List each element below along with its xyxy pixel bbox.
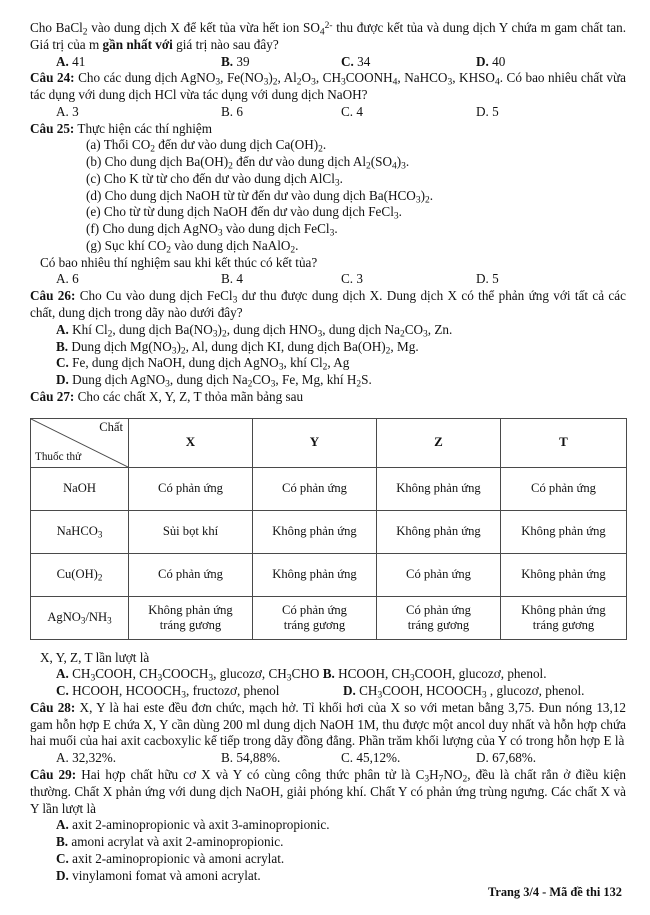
sub: 4: [392, 77, 398, 88]
option-b[interactable]: B. 54,88%.: [221, 750, 281, 766]
question-26-option-c[interactable]: [30, 355, 626, 372]
option-c-text: axit 2-aminopropionic và amoni acrylat.: [68, 850, 285, 866]
question-26-option-d[interactable]: [30, 372, 626, 389]
t: COOH, glucozơ, phenol.: [414, 666, 547, 682]
question-25-prompt: Có bao nhiêu thí nghiệm sau khi kết thúc có kết tủa?: [40, 254, 318, 270]
q24-text-d: , CH: [315, 70, 341, 86]
sub: 7: [438, 774, 444, 785]
sub: 3: [409, 673, 415, 684]
t: Fe, dung dịch NaOH, dung dịch AgNO: [68, 355, 279, 371]
sub: 3: [393, 211, 399, 222]
option-d-text: vinylamoni fomat và amoni acrylat.: [68, 867, 261, 883]
comparison-table-wrapper: [30, 418, 626, 640]
cell: Có phản ứng: [253, 467, 377, 510]
option-d[interactable]: D. 5: [476, 271, 499, 287]
q29-text-d: , đều là chất rắn ở điều kiện thường. Chất X phản ứng với dung dịch NaOH, giải phóng khí. Chất Y có phản ứng trùng ngưng. Các chất X và Y lần lượt là: [30, 766, 627, 816]
table-row: [31, 553, 627, 596]
question-24-options: [30, 104, 626, 121]
q23-text-a: Cho BaCl: [30, 20, 83, 35]
question-25-options: [30, 271, 626, 288]
q25-text: Thực hiện các thí nghiệm: [74, 120, 212, 136]
cell-line-2: tráng gương: [407, 617, 470, 632]
experiment-item-b: [30, 154, 626, 171]
exp-g-rest: vào dung dịch NaAlO: [170, 237, 291, 253]
question-27: [30, 389, 626, 406]
sub: 3: [217, 228, 223, 239]
exp-d-end: .: [429, 187, 434, 203]
sub: 2: [385, 345, 391, 356]
sub: 3: [447, 77, 453, 88]
row-header-naoh: [31, 467, 129, 510]
reagent-name: Cu(OH): [56, 566, 98, 581]
sub: 2: [290, 245, 296, 256]
t: CO: [404, 321, 424, 337]
sub: 3: [401, 161, 406, 172]
experiment-item-a: [30, 137, 626, 154]
exp-f-rest: vào dung dịch FeCl: [222, 221, 330, 237]
option-c-label: C.: [56, 850, 69, 866]
reagent-name: NaOH: [63, 480, 96, 495]
option-c[interactable]: C. 4: [341, 103, 363, 119]
cell: Không phản ứng: [253, 553, 377, 596]
column-header-y: Y: [253, 418, 377, 467]
option-a-label: A.: [56, 321, 69, 337]
q24-text-h: . Có bao nhiêu chất vừa tác dụng với dung dịch HCl vừa tác dụng với dung dịch NaOH?: [30, 70, 626, 103]
q24-text-a: Cho các dung dịch AgNO: [74, 70, 216, 86]
sub: 2: [322, 362, 328, 373]
t: CH: [355, 683, 378, 699]
sub: 3: [97, 528, 103, 539]
exp-g-end: .: [295, 237, 299, 253]
exp-a-rest: đến dư vào dung dịch Ca(OH): [154, 137, 319, 153]
t: , fructozơ, phenol: [186, 683, 280, 699]
sub: 3: [157, 673, 163, 684]
sub: 3: [90, 673, 96, 684]
sub: 2: [272, 77, 278, 88]
q24-text-c: , Al: [277, 70, 297, 86]
exp-b-end: .: [405, 154, 410, 170]
question-26-option-a[interactable]: [30, 322, 626, 339]
q23-text-d: giá trị nào sau đây?: [172, 36, 279, 52]
t: HCOOH, HCOOCH: [68, 683, 182, 699]
question-27-options-ab: [30, 666, 626, 683]
option-c[interactable]: C. 45,12%.: [341, 750, 401, 766]
exp-e-end: .: [398, 204, 402, 220]
question-27-label: Câu 27:: [30, 388, 75, 404]
corner-label-reagent: Thuốc thử: [35, 451, 82, 464]
option-b[interactable]: B. 4: [221, 271, 243, 287]
sub: 2: [366, 161, 371, 172]
cell-line-1: Không phản ứng: [148, 602, 233, 617]
exp-d-head: (d) Cho dung dịch NaOH từ từ đến dư vào dung dịch Ba(HCO: [86, 187, 416, 203]
sub: 3: [107, 614, 112, 625]
row-header-nahco3: [31, 510, 129, 553]
q29-text-b: H: [429, 766, 439, 782]
sub: 4: [392, 161, 397, 172]
q23-text-c: thu được kết tủa và dung dịch Y chứa m gam chất tan. Giá trị của m: [30, 20, 627, 52]
q24-text-f: , NaHCO: [397, 70, 448, 86]
question-26-option-b[interactable]: [30, 339, 626, 356]
sub: 2: [107, 329, 113, 340]
row-header-cuoh2: [31, 553, 129, 596]
reagent-name: NaHCO: [56, 523, 98, 538]
cell: [501, 596, 627, 639]
sub: 2: [97, 571, 103, 582]
exp-b-mid2: ): [396, 154, 402, 170]
option-b-label[interactable]: B.: [322, 666, 335, 682]
question-23-options: [30, 54, 626, 71]
t: ): [217, 321, 222, 337]
sub: 3: [334, 178, 340, 189]
exp-f-head: (f) Cho dung dịch AgNO: [86, 221, 218, 237]
sub: 2: [296, 77, 302, 88]
t: CH: [68, 666, 91, 682]
option-c-label: C.: [56, 683, 69, 699]
row-header-agno3-nh3: [31, 596, 129, 639]
experiment-item-c: [30, 171, 626, 188]
option-b-text: amoni acrylat và axit 2-aminopropionic.: [68, 834, 284, 850]
sub: 2: [166, 245, 171, 256]
t: COOCH: [162, 666, 209, 682]
sub: 2: [247, 379, 253, 390]
q26-text-a: Cho Cu vào dung dịch FeCl: [75, 288, 233, 304]
question-29-option-b[interactable]: [30, 834, 626, 851]
t: , Zn.: [427, 321, 453, 337]
table-row: [31, 467, 627, 510]
option-d-label: D.: [56, 867, 69, 883]
q28-text: X, Y là hai este đều đơn chức, mạch hở. Tỉ khối hơi của X so với metan bằng 3,75. Đun nóng 13,12 gam hỗn hợp E chứa X, Y cần dùng 200 ml dung dịch NaOH 1M, thu được một ancol duy nhất và hỗn hợp chứa hai muối của hai axit cacboxylic kế tiếp trong dãy đồng đẳng. Phần trăm khối lượng của Y có trong hỗn hợp E là: [30, 699, 627, 749]
cell: Có phản ứng: [129, 467, 253, 510]
t: HCOOH, CH: [334, 666, 410, 682]
q29-text-a: Hai hợp chất hữu cơ X và Y có cùng công thức phân tử là C: [76, 766, 425, 782]
question-26-label: Câu 26:: [30, 288, 76, 304]
sub: 2: [180, 345, 186, 356]
question-29-option-c[interactable]: [30, 851, 626, 868]
exp-a-end: .: [322, 137, 327, 153]
q24-text-e: COONH: [345, 70, 393, 86]
sub: 2: [221, 329, 227, 340]
t: , dung dịch HNO: [226, 321, 318, 337]
t: , dung dịch Ba(NO: [112, 321, 213, 337]
t: , dung dịch Na: [169, 372, 248, 388]
experiment-item-e: [30, 204, 626, 221]
option-a[interactable]: A. 3: [56, 103, 79, 119]
sub: 3: [341, 77, 346, 88]
cell: Có phản ứng: [501, 467, 627, 510]
t: CHO: [291, 666, 320, 682]
question-28-label: Câu 28:: [30, 699, 76, 715]
exp-c-end: .: [339, 170, 343, 186]
sub: 4: [494, 77, 500, 88]
option-a[interactable]: A. 6: [56, 271, 79, 287]
sub: 3: [263, 77, 269, 88]
sub: 2: [462, 774, 468, 785]
sub: 3: [80, 614, 86, 625]
cell: [129, 596, 253, 639]
option-a-label[interactable]: A.: [56, 666, 69, 682]
option-b-label: B.: [56, 338, 69, 354]
t: , glucozơ, CH: [213, 666, 287, 682]
option-c-label: C.: [56, 355, 69, 371]
exp-e-head: (e) Cho từ từ dung dịch NaOH đến dư vào dung dịch FeCl: [86, 204, 394, 220]
sub: 3: [181, 690, 187, 701]
sub: 3: [212, 329, 218, 340]
question-27-option-c[interactable]: [56, 683, 343, 700]
sub: 3: [171, 345, 177, 356]
cell: Không phản ứng: [501, 510, 627, 553]
sub: 2: [150, 144, 155, 155]
option-b[interactable]: B. 6: [221, 103, 243, 119]
comparison-table: [30, 418, 627, 640]
t: , Fe, Mg, khí H: [275, 372, 357, 388]
question-24-label: Câu 24:: [30, 70, 75, 86]
cell: Có phản ứng: [129, 553, 253, 596]
experiment-item-g: [30, 238, 626, 255]
cell-line-1: Có phản ứng: [406, 602, 471, 617]
column-header-t: T: [501, 418, 627, 467]
t: , khí Cl: [283, 355, 323, 371]
cell: [377, 596, 501, 639]
q23-sub-cl: 2: [82, 27, 88, 38]
cell-line-2: tráng gương: [283, 617, 346, 632]
option-a-text: axit 2-aminopropionic và axit 3-aminopropionic.: [68, 817, 330, 833]
q23-sup-charge: 2-: [324, 21, 333, 32]
question-27-prompt: X, Y, Z, T lần lượt là: [40, 649, 150, 665]
sub: 3: [415, 195, 421, 206]
sub: 2: [356, 379, 362, 390]
sub: 3: [423, 329, 428, 340]
question-25-label: Câu 25:: [30, 120, 75, 136]
sub: 3: [270, 379, 276, 390]
t: COOH, CH: [95, 666, 158, 682]
t: Khí Cl: [68, 321, 108, 337]
experiment-item-f: [30, 221, 626, 238]
reagent-name-2: /NH: [85, 609, 108, 624]
q27-text: Cho các chất X, Y, Z, T thỏa mãn bảng sau: [74, 388, 304, 404]
table-row: [31, 510, 627, 553]
t: , Ag: [327, 355, 350, 371]
cell: [253, 596, 377, 639]
option-d[interactable]: D. 67,68%.: [476, 750, 537, 766]
option-a[interactable]: A. 41: [56, 53, 86, 69]
cell: Không phản ứng: [501, 553, 627, 596]
question-27-options-cd: [30, 683, 626, 700]
question-26: [30, 288, 626, 322]
exp-f-end: .: [334, 221, 338, 237]
option-a-label: A.: [56, 817, 69, 833]
exp-d-mid: ): [420, 187, 425, 203]
cell: Không phản ứng: [377, 467, 501, 510]
option-b[interactable]: B. 39: [221, 53, 250, 69]
exp-b-head: (b) Cho dung dịch Ba(OH): [86, 154, 229, 170]
exam-page: [30, 20, 626, 884]
q24-text-b: , Fe(NO: [220, 70, 264, 86]
sub: 3: [286, 673, 292, 684]
sub: 3: [165, 379, 170, 390]
question-28: [30, 700, 626, 750]
cell-line-2: tráng gương: [532, 617, 595, 632]
t: COOH, HCOOCH: [382, 683, 482, 699]
exp-g-head: (g) Sục khí CO: [86, 237, 167, 253]
sub: 3: [215, 77, 221, 88]
question-24: [30, 70, 626, 104]
option-c[interactable]: C. 34: [341, 53, 371, 69]
paren: ): [268, 70, 273, 86]
table-corner-cell: [31, 418, 129, 467]
sub: 3: [208, 673, 214, 684]
question-27-option-d[interactable]: [343, 683, 626, 700]
t: , dung dịch Na: [322, 321, 400, 337]
q23-sub-so4: 4: [319, 27, 325, 38]
experiment-item-d: [30, 188, 626, 205]
option-d-label: D.: [56, 372, 69, 388]
elem: O: [301, 70, 312, 86]
sub: 2: [425, 195, 430, 206]
t: S.: [361, 372, 372, 388]
option-d-label: D.: [343, 683, 356, 699]
sub: 2: [318, 144, 323, 155]
sub: 3: [232, 295, 238, 306]
question-29-label: Câu 29:: [30, 766, 77, 782]
sub: 3: [329, 228, 335, 239]
table-row: [31, 596, 627, 639]
question-29-option-a[interactable]: [30, 817, 626, 834]
reagent-name: AgNO: [47, 609, 81, 624]
option-b-label: B.: [56, 834, 69, 850]
sub: 3: [424, 774, 430, 785]
sub: 2: [399, 329, 405, 340]
table-header-row: [31, 418, 627, 467]
question-28-options: [30, 750, 626, 767]
question-23-continuation: [30, 20, 626, 54]
sub: 3: [311, 77, 316, 88]
cell: Không phản ứng: [377, 510, 501, 553]
t: ): [176, 338, 181, 354]
t: , Mg.: [390, 338, 419, 354]
t: , glucozơ, phenol.: [486, 683, 585, 699]
t: Dung dịch Mg(NO: [68, 338, 172, 354]
option-c[interactable]: C. 3: [341, 271, 363, 287]
q24-text-g: , KHSO: [452, 70, 495, 86]
question-29-option-d[interactable]: [30, 868, 626, 885]
sub: 3: [278, 362, 284, 373]
q23-emphasis: gần nhất với: [102, 36, 173, 52]
column-header-z: Z: [377, 418, 501, 467]
sub: 3: [317, 329, 323, 340]
cell: Có phản ứng: [377, 553, 501, 596]
cell-line-2: tráng gương: [159, 617, 222, 632]
cell-line-1: Không phản ứng: [521, 602, 606, 617]
page-footer: Trang 3/4 - Mã đề thi 132: [488, 885, 622, 900]
corner-label-substance: Chất: [99, 419, 123, 434]
sub: 3: [481, 690, 487, 701]
exp-b-rest: đến dư vào dung dịch Al: [232, 154, 367, 170]
t: Dung dịch AgNO: [68, 372, 166, 388]
question-29: [30, 767, 626, 817]
cell: Sủi bọt khí: [129, 510, 253, 553]
q26-text-b: dư thu được dung dịch X. Dung dịch X có thể phản ứng với tất cả các chất, dung dịch trong dãy nào dưới đây?: [30, 288, 626, 321]
option-d[interactable]: D. 40: [476, 53, 506, 69]
t: , Al, dung dịch KI, dung dịch Ba(OH): [185, 338, 386, 354]
q29-text-c: NO: [443, 766, 463, 782]
exp-b-mid: (SO: [370, 154, 393, 170]
option-a[interactable]: A. 32,32%.: [56, 750, 117, 766]
question-25: [30, 121, 626, 138]
column-header-x: X: [129, 418, 253, 467]
cell-line-1: Có phản ứng: [282, 602, 347, 617]
sub: 2: [228, 161, 233, 172]
option-d[interactable]: D. 5: [476, 103, 499, 119]
cell: Không phản ứng: [253, 510, 377, 553]
exp-c-head: (c) Cho K từ từ cho đến dư vào dung dịch AlCl: [86, 170, 335, 186]
sub: 3: [377, 690, 383, 701]
t: CO: [252, 372, 271, 388]
q23-text-b: vào dung dịch X để kết tủa vừa hết ion SO: [87, 20, 320, 35]
exp-a-head: (a) Thổi CO: [86, 137, 151, 153]
